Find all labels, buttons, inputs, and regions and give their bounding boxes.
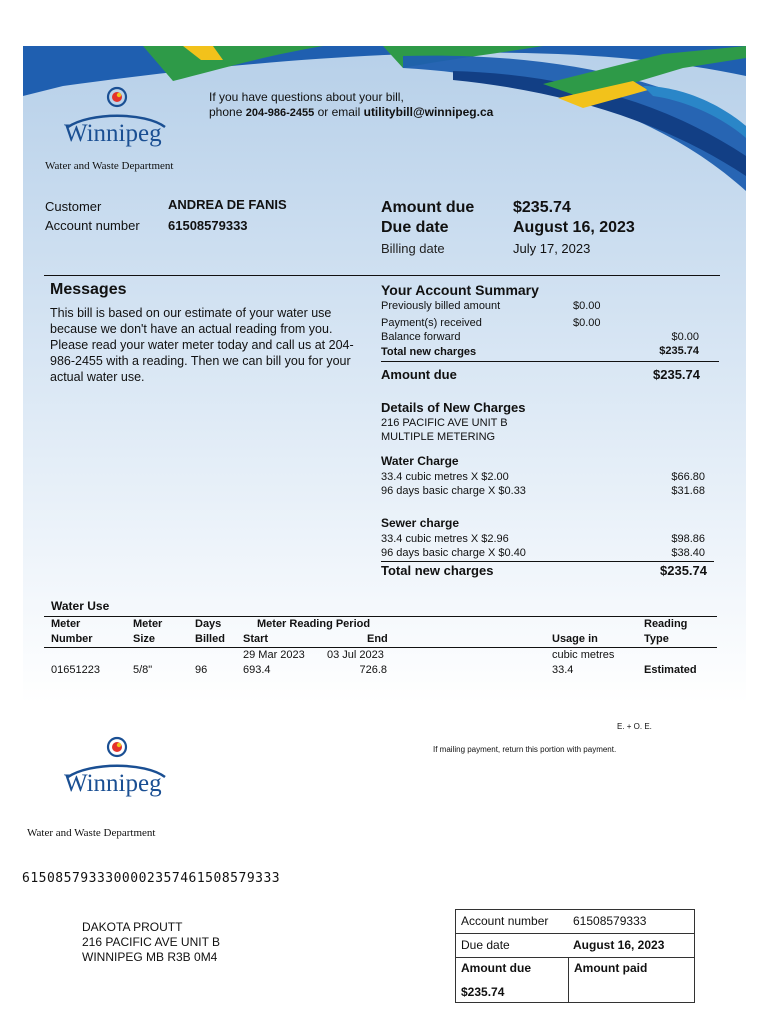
account-label: Account number [45,218,140,233]
section-divider [44,275,720,276]
payments-value: $0.00 [573,317,601,329]
sewer-line1-value: $98.86 [671,533,705,545]
meter-number: 01651223 [51,664,100,676]
stub-amount-value: $235.74 [461,985,505,999]
details-title: Details of New Charges [381,400,526,415]
department-name: Water and Waste Department [45,160,174,172]
stub-account-row [456,910,694,934]
col-period-h: Meter Reading Period [257,618,371,630]
water-use-header-divider [44,647,717,648]
summary-divider [381,361,719,362]
phone-number[interactable]: 204-986-2455 [245,107,315,119]
mail-address-line1: DAKOTA PROUTT [82,920,183,934]
col-type-h2: Type [644,633,669,645]
previously-billed-value: $0.00 [573,300,601,312]
col-days-h1: Days [195,618,222,630]
water-line2-label: 96 days basic charge X $0.33 [381,485,526,497]
payment-stub [455,909,695,1003]
customer-label: Customer [45,199,102,214]
mailing-note: If mailing payment, return this portion with payment. [433,745,617,754]
previously-billed-label: Previously billed amount [381,300,501,312]
stub-account-label: Account number [461,914,549,928]
end-date: 03 Jul 2023 [327,649,384,661]
days-billed: 96 [195,664,208,676]
stub-due-value: August 16, 2023 [573,938,665,952]
email-link[interactable]: utilitybill@winnipeg.ca [363,105,494,119]
stub-due-row [456,934,694,958]
stub-amount-label: Amount due [461,961,531,975]
contact-line [209,105,493,119]
questions-line: If you have questions about your bill, [209,90,404,104]
total-new-label: Total new charges [381,346,477,358]
phone-prefix: phone [209,105,243,119]
due-date-value: August 16, 2023 [513,219,635,236]
due-date-label: Due date [381,219,449,236]
billing-date-label: Billing date [381,241,445,256]
customer-name: ANDREA DE FANIS [168,197,287,212]
start-reading: 693.4 [243,664,271,676]
col-start-h: Start [243,633,269,645]
stub-amount-paid-label: Amount paid [574,961,648,975]
end-reading: 726.8 [359,664,387,676]
messages-body: This bill is based on our estimate of your water use because we don't have an actual reading from you. Please read your water meter today and call us at 204-986-2455 with a reading. Then we can bill you for your actual water use. [50,306,354,384]
messages-title: Messages [50,281,127,298]
billing-date-value: July 17, 2023 [513,241,591,256]
col-meter-size-h2: Size [133,633,156,645]
details-divider [381,561,714,562]
amount-paid-field[interactable] [569,976,693,1001]
summary-title: Your Account Summary [381,282,539,298]
mail-address-line2: 216 PACIFIC AVE UNIT B [82,935,221,949]
col-days-h2: Billed [195,633,225,645]
sewer-line1-label: 33.4 cubic metres X $2.96 [381,533,509,545]
col-type-h1: Reading [644,618,688,630]
col-usage-h: Usage in [552,633,598,645]
water-use-title: Water Use [51,599,110,613]
col-end-h: End [367,633,388,645]
logo-text: Winnipeg [64,770,162,797]
amount-due-label: Amount due [381,199,475,216]
balance-forward-label: Balance forward [381,331,461,343]
sewer-line2-value: $38.40 [671,547,705,559]
balance-forward-value: $0.00 [671,331,699,343]
details-total-label: Total new charges [381,563,494,578]
mail-address-line3: WINNIPEG MB R3B 0M4 [82,950,218,964]
eoe-note: E. + O. E. [617,722,652,731]
start-date: 29 Mar 2023 [243,649,305,661]
amount-due-value: $235.74 [513,199,571,216]
sewer-line2-label: 96 days basic charge X $0.40 [381,547,526,559]
payments-label: Payment(s) received [381,317,482,329]
summary-amount-due-label: Amount due [381,367,457,382]
logo-text: Winnipeg [64,120,162,147]
col-meter-number-h1: Meter [51,618,81,630]
header-logo [45,84,190,174]
water-line2-value: $31.68 [671,485,705,497]
water-line1-label: 33.4 cubic metres X $2.00 [381,471,509,483]
email-prefix: or email [317,105,361,119]
remit-department: Water and Waste Department [27,827,156,839]
details-metering: MULTIPLE METERING [381,431,496,443]
usage-unit: cubic metres [552,649,615,661]
stub-account-value: 61508579333 [573,914,647,928]
col-meter-size-h1: Meter [133,618,163,630]
sewer-charge-title: Sewer charge [381,516,460,530]
water-charge-title: Water Charge [381,454,459,468]
col-meter-number-h2: Number [51,633,93,645]
water-line1-value: $66.80 [671,471,705,483]
meter-size: 5/8" [133,664,153,676]
details-total-value: $235.74 [660,563,707,578]
usage: 33.4 [552,664,574,676]
total-new-value: $235.74 [659,345,699,357]
reading-type: Estimated [644,664,697,676]
summary-amount-due-value: $235.74 [653,367,700,382]
scanline: 6150857933300002357461508579333 [22,871,281,886]
details-address: 216 PACIFIC AVE UNIT B [381,417,508,429]
water-use-divider [44,616,717,617]
stub-due-label: Due date [461,938,510,952]
account-number: 61508579333 [168,218,248,233]
